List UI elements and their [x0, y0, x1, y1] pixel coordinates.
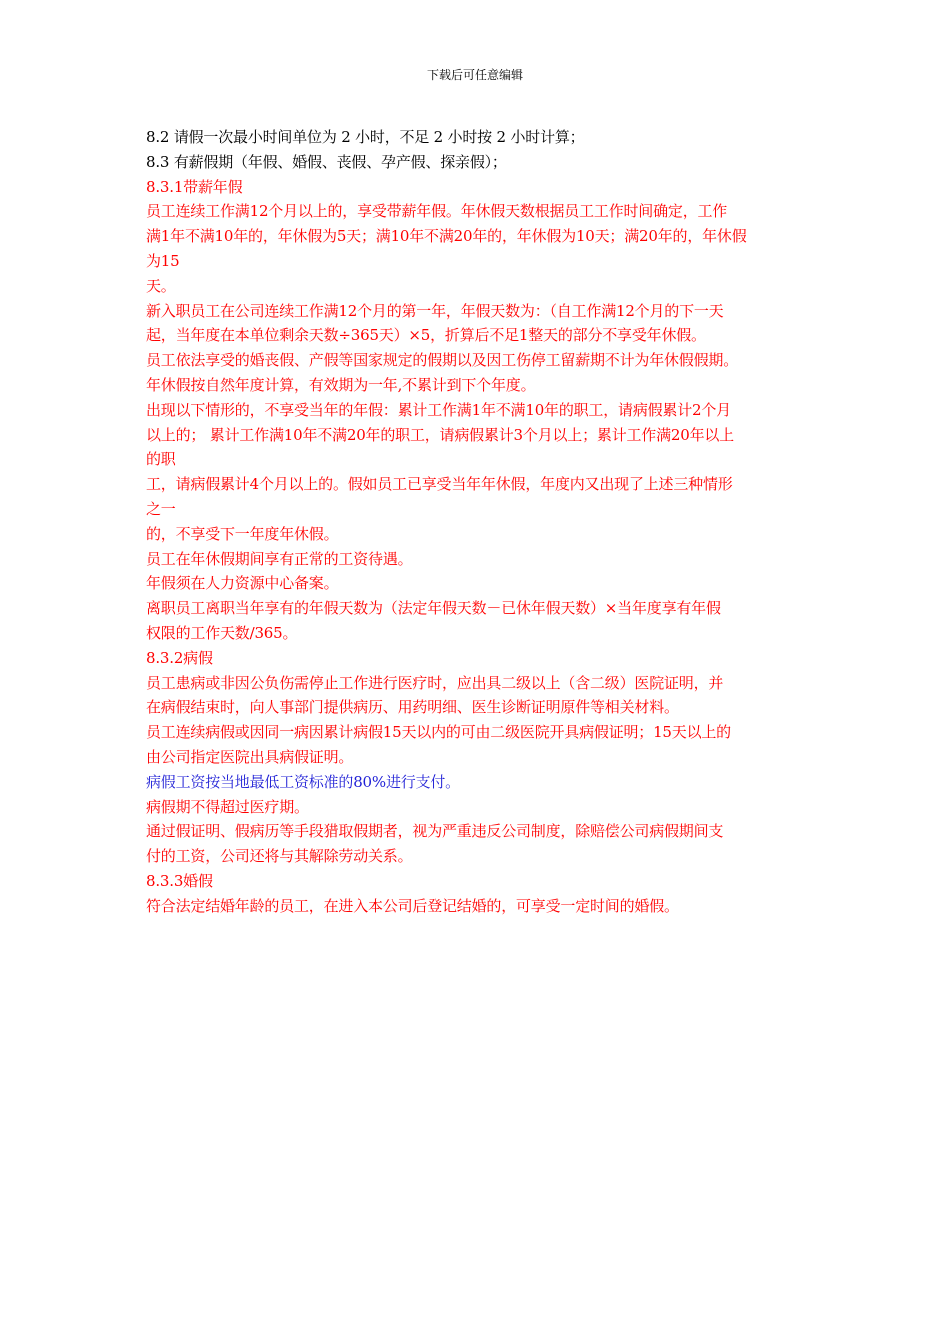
text-line: 以上的； 累计工作满10年不满20年的职工，请病假累计3个月以上；累计工作满20年以上	[146, 425, 734, 444]
text-line: 权限的工作天数/365。	[146, 623, 298, 642]
text-line: 员工连续工作满12个月以上的，享受带薪年假。年休假天数根据员工工作时间确定，工作	[146, 202, 728, 221]
text-line: 病假工资按当地最低工资标准的80%进行支付。	[146, 772, 460, 791]
page-header: 下载后可任意编辑	[426, 68, 523, 82]
text-line: 通过假证明、假病历等手段猎取假期者，视为严重违反公司制度，除赔偿公司病假期间支	[146, 822, 724, 841]
text-line: 工，请病假累计4个月以上的。假如员工已享受当年年休假，年度内又出现了上述三种情形	[146, 475, 733, 494]
text-line: 天。	[146, 276, 176, 295]
text-line: 出现以下情形的，不享受当年的年假：累计工作满1年不满10年的职工，请病假累计2个月	[146, 400, 731, 419]
text-line: 的职	[146, 450, 176, 469]
text-line: 符合法定结婚年龄的员工，在进入本公司后登记结婚的，可享受一定时间的婚假。	[146, 896, 679, 915]
text-line: 由公司指定医院出具病假证明。	[146, 747, 354, 766]
text-line: 年假须在人力资源中心备案。	[146, 574, 339, 593]
text-line: 满1年不满10年的，年休假为5天；满10年不满20年的，年休假为10天；满20年的，年休假	[146, 227, 747, 246]
text-line: 病假期不得超过医疗期。	[146, 797, 309, 816]
text-line: 8.2 请假一次最小时间单位为 2 小时，不足 2 小时按 2 小时计算；	[146, 128, 585, 146]
text-line: 员工连续病假或因同一病因累计病假15天以内的可由二级医院开具病假证明；15天以上的	[146, 723, 731, 742]
text-line: 的，不享受下一年度年休假。	[146, 524, 339, 543]
text-line: 付的工资，公司还将与其解除劳动关系。	[146, 847, 413, 866]
text-line: 员工患病或非因公负伤需停止工作进行医疗时，应出具二级以上（含二级）医院证明，并	[146, 673, 724, 692]
text-line: 起，当年度在本单位剩余天数÷365天）×5，折算后不足1整天的部分不享受年休假。	[146, 326, 706, 345]
section-heading: 8.3.2病假	[146, 648, 213, 667]
text-line: 为15	[146, 251, 180, 270]
text-line: 员工依法享受的婚丧假、产假等国家规定的假期以及因工伤停工留薪期不计为年休假假期。	[146, 351, 739, 370]
text-line: 8.3 有薪假期（年假、婚假、丧假、孕产假、探亲假）；	[146, 152, 507, 171]
text-line: 员工在年休假期间享有正常的工资待遇。	[146, 549, 413, 568]
text-line: 在病假结束时，向人事部门提供病历、用药明细、医生诊断证明原件等相关材料。	[146, 698, 679, 717]
text-line: 之一	[146, 499, 176, 518]
section-heading: 8.3.3婚假	[146, 871, 213, 890]
text-line: 新入职员工在公司连续工作满12个月的第一年，年假天数为：（自工作满12个月的下一天	[146, 301, 724, 320]
section-heading: 8.3.1带薪年假	[146, 177, 243, 196]
text-line: 年休假按自然年度计算，有效期为一年,不累计到下个年度。	[146, 375, 536, 394]
text-line: 离职员工离职当年享有的年假天数为（法定年假天数－已休年假天数）×当年度享有年假	[146, 599, 721, 618]
document-body	[146, 125, 810, 919]
